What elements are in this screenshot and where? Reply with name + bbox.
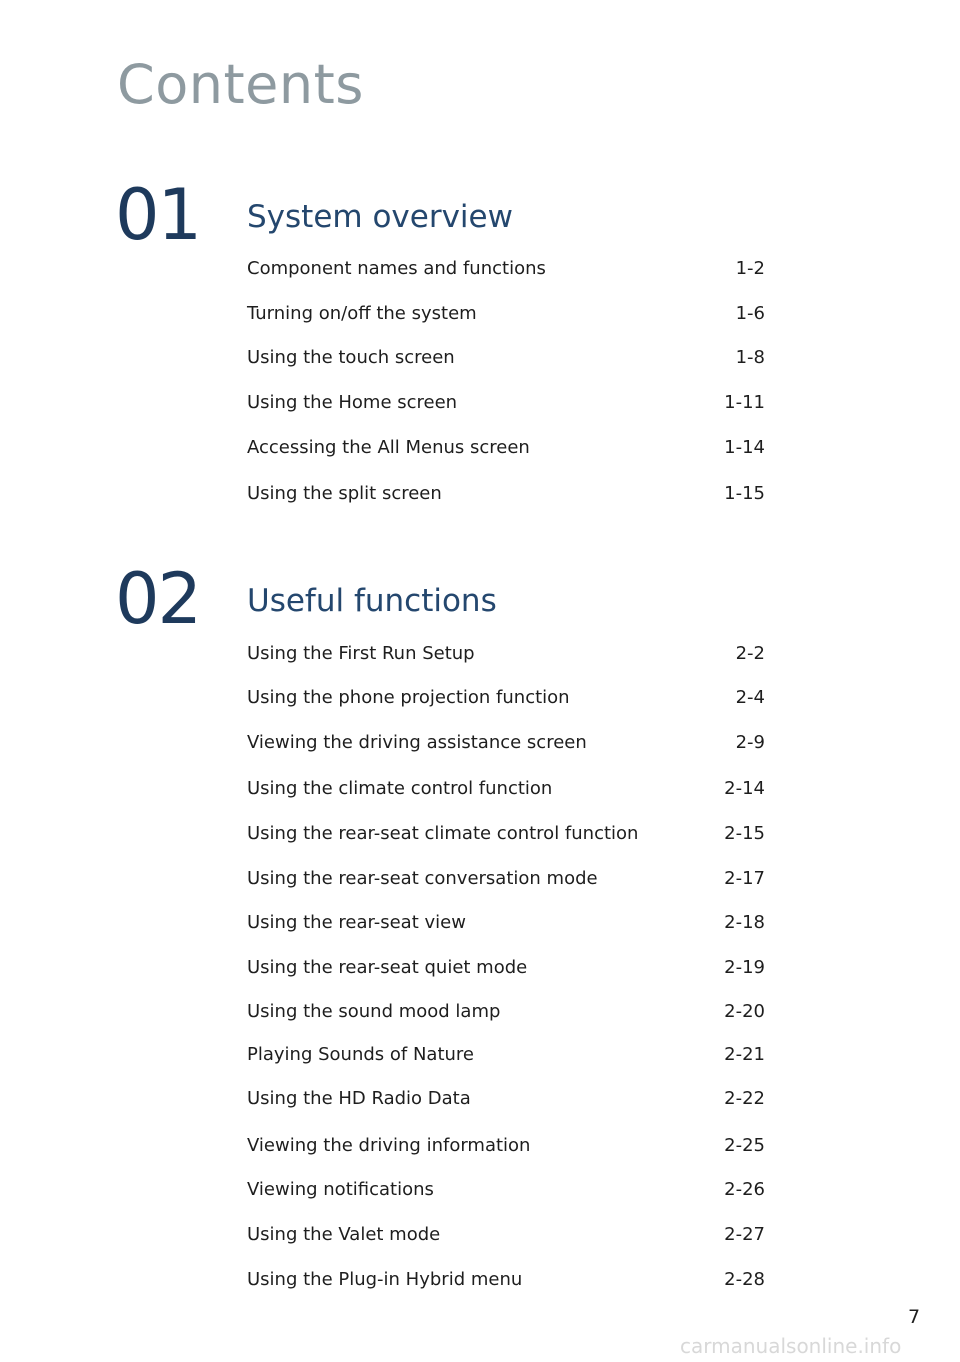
toc-entry-label: Playing Sounds of Nature bbox=[247, 1044, 474, 1065]
toc-entry-page: 2-15 bbox=[724, 823, 765, 844]
toc-entry-page: 1-6 bbox=[735, 303, 765, 324]
chapter-title: Useful functions bbox=[247, 583, 497, 619]
toc-entry[interactable] bbox=[247, 437, 765, 459]
toc-entry-label: Component names and functions bbox=[247, 258, 546, 279]
toc-entry-page: 2-27 bbox=[724, 1224, 765, 1245]
toc-entry[interactable] bbox=[247, 347, 765, 369]
toc-entry-label: Using the Valet mode bbox=[247, 1224, 441, 1245]
toc-entry-page: 2-17 bbox=[724, 868, 765, 889]
toc-entry[interactable] bbox=[247, 1135, 765, 1157]
toc-entry-label: Viewing notifications bbox=[247, 1179, 434, 1200]
toc-entry-label: Using the Home screen bbox=[247, 392, 458, 413]
toc-entry-page: 2-22 bbox=[724, 1088, 765, 1109]
toc-entry-label: Using the sound mood lamp bbox=[247, 1001, 501, 1022]
toc-entry-label: Using the phone projection function bbox=[247, 687, 570, 708]
toc-entry[interactable] bbox=[247, 868, 765, 890]
page-number: 7 bbox=[908, 1306, 921, 1328]
toc-entry[interactable] bbox=[247, 778, 765, 800]
toc-entry[interactable] bbox=[247, 1179, 765, 1201]
toc-entry[interactable] bbox=[247, 1224, 765, 1246]
toc-entry-label: Viewing the driving information bbox=[247, 1135, 531, 1156]
toc-entry[interactable] bbox=[247, 303, 765, 325]
toc-entry-page: 1-14 bbox=[724, 437, 765, 458]
toc-entry[interactable] bbox=[247, 912, 765, 934]
toc-entry-label: Using the rear-seat conversation mode bbox=[247, 868, 598, 889]
toc-entry[interactable] bbox=[247, 732, 765, 754]
toc-entry-page: 1-2 bbox=[735, 258, 765, 279]
toc-entry[interactable] bbox=[247, 687, 765, 709]
chapter-number: 01 bbox=[115, 174, 201, 256]
page-title: Contents bbox=[117, 53, 364, 116]
toc-entry-label: Viewing the driving assistance screen bbox=[247, 732, 587, 753]
toc-entry[interactable] bbox=[247, 1088, 765, 1110]
toc-entry[interactable] bbox=[247, 1044, 765, 1066]
toc-entry-label: Using the climate control function bbox=[247, 778, 553, 799]
toc-entry-page: 1-11 bbox=[724, 392, 765, 413]
toc-entry-label: Using the First Run Setup bbox=[247, 643, 475, 664]
toc-entry-page: 1-8 bbox=[735, 347, 765, 368]
toc-entry-page: 1-15 bbox=[724, 483, 765, 504]
watermark: carmanualsonline.info bbox=[680, 1334, 902, 1358]
toc-entry-label: Using the HD Radio Data bbox=[247, 1088, 471, 1109]
toc-entry-page: 2-4 bbox=[735, 687, 765, 708]
chapter-number: 02 bbox=[115, 558, 201, 640]
toc-entry-page: 2-14 bbox=[724, 778, 765, 799]
toc-entry[interactable] bbox=[247, 1269, 765, 1291]
toc-entry[interactable] bbox=[247, 483, 765, 505]
toc-entry[interactable] bbox=[247, 1001, 765, 1023]
toc-entry-label: Using the rear-seat quiet mode bbox=[247, 957, 528, 978]
toc-entry-label: Accessing the All Menus screen bbox=[247, 437, 530, 458]
toc-entry-label: Using the split screen bbox=[247, 483, 442, 504]
toc-entry[interactable] bbox=[247, 957, 765, 979]
toc-entry[interactable] bbox=[247, 258, 765, 280]
toc-entry-page: 2-21 bbox=[724, 1044, 765, 1065]
toc-entry-page: 2-26 bbox=[724, 1179, 765, 1200]
toc-entry-label: Using the touch screen bbox=[247, 347, 455, 368]
toc-entry-page: 2-2 bbox=[735, 643, 765, 664]
toc-entry-page: 2-9 bbox=[735, 732, 765, 753]
toc-entry[interactable] bbox=[247, 643, 765, 665]
toc-entry-page: 2-20 bbox=[724, 1001, 765, 1022]
toc-entry[interactable] bbox=[247, 392, 765, 414]
toc-entry-label: Using the Plug-in Hybrid menu bbox=[247, 1269, 523, 1290]
toc-entry-label: Using the rear-seat climate control function bbox=[247, 823, 639, 844]
toc-entry-page: 2-18 bbox=[724, 912, 765, 933]
chapter-title: System overview bbox=[247, 199, 513, 235]
toc-entry-page: 2-28 bbox=[724, 1269, 765, 1290]
toc-entry-label: Turning on/off the system bbox=[247, 303, 477, 324]
toc-entry[interactable] bbox=[247, 823, 765, 845]
toc-entry-label: Using the rear-seat view bbox=[247, 912, 466, 933]
toc-entry-page: 2-25 bbox=[724, 1135, 765, 1156]
toc-entry-page: 2-19 bbox=[724, 957, 765, 978]
